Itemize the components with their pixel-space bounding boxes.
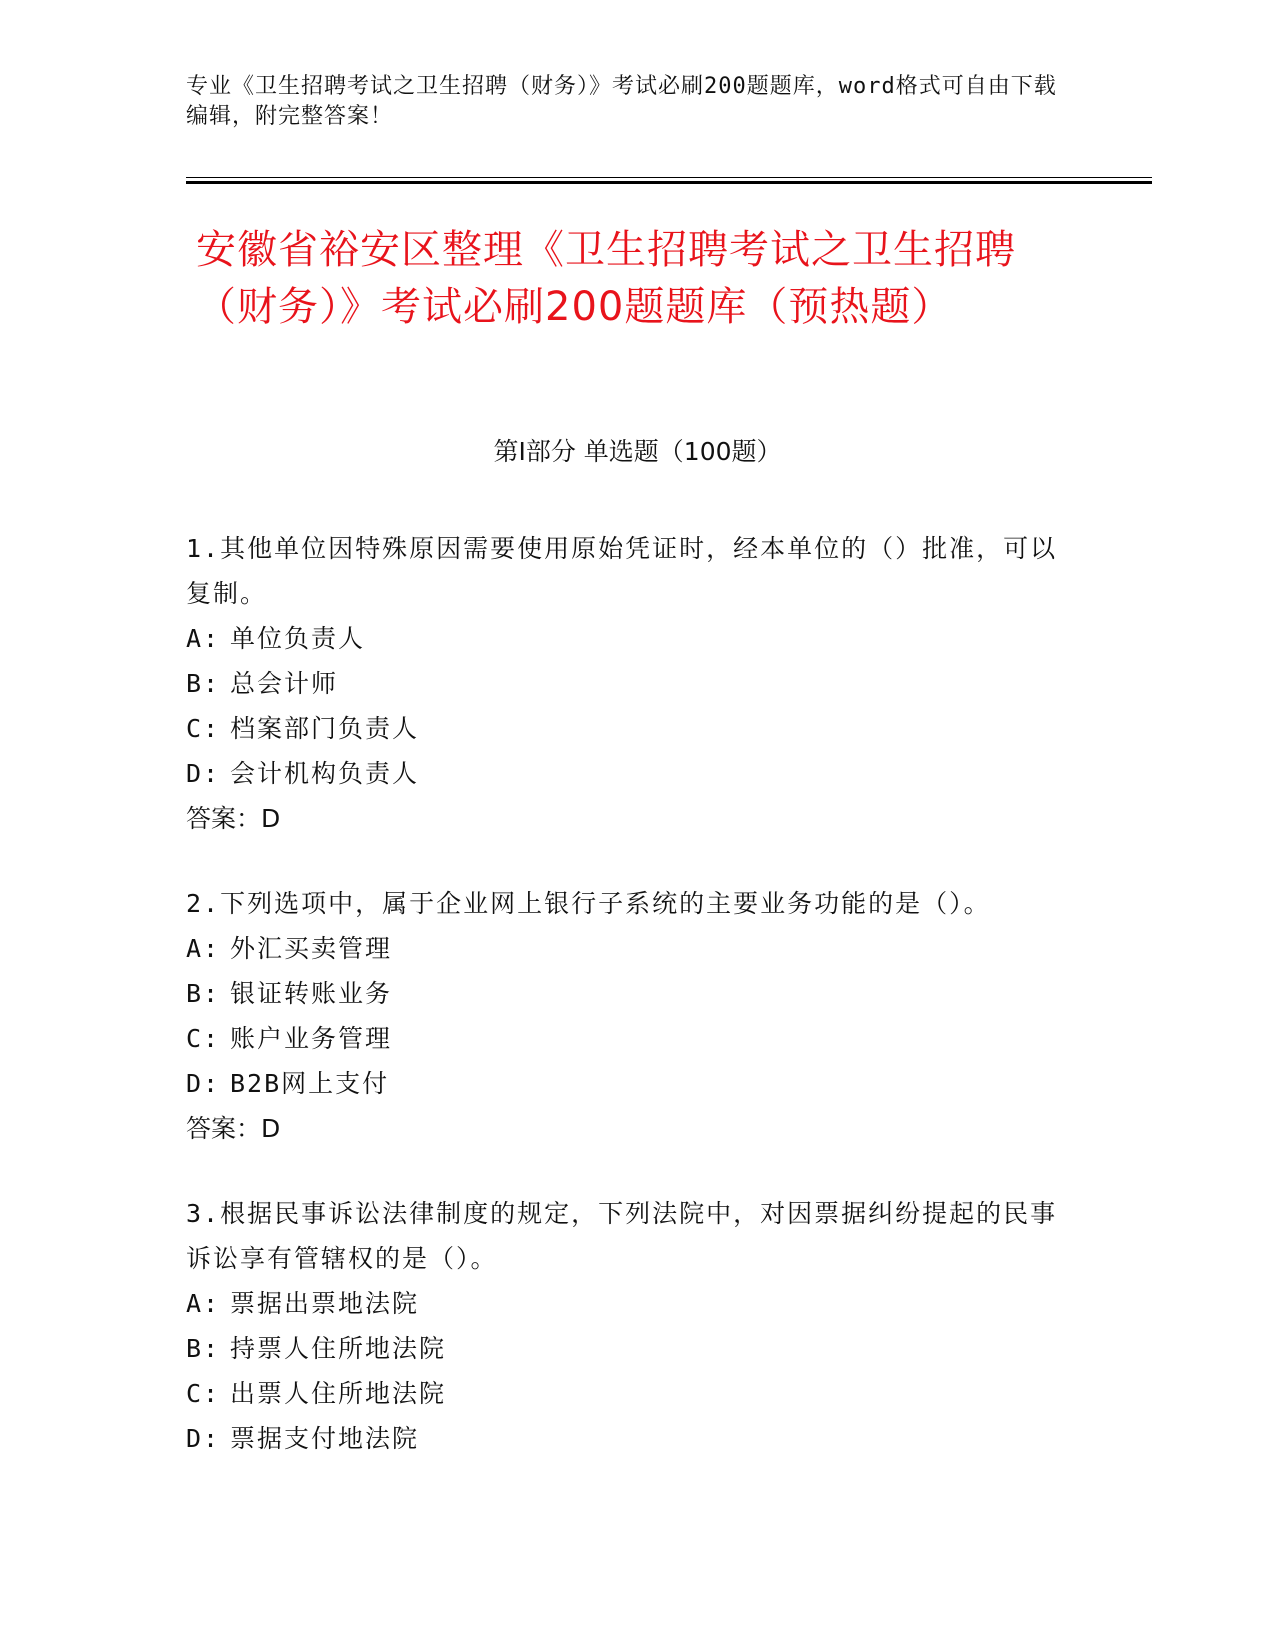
option-key: B: (186, 1334, 221, 1363)
option-text: 出票人住所地法院 (230, 1379, 447, 1408)
option-text: 银证转账业务 (230, 979, 393, 1008)
option-d (186, 1416, 1066, 1461)
option-c (186, 1371, 1066, 1416)
section-title: 第I部分 单选题（100题） (493, 437, 782, 466)
question-2 (186, 881, 1066, 1151)
option-key: D: (186, 1069, 221, 1098)
option-text: 单位负责人 (230, 624, 366, 653)
option-key: B: (186, 669, 221, 698)
option-a (186, 926, 1066, 971)
option-c (186, 706, 1066, 751)
header-note: 专业《卫生招聘考试之卫生招聘（财务）》考试必刷200题题库，word格式可自由下载编辑，附完整答案！ (186, 74, 1057, 129)
option-d (186, 1061, 1066, 1106)
option-b (186, 1326, 1066, 1371)
option-text: B2B网上支付 (230, 1069, 390, 1098)
option-b (186, 661, 1066, 706)
option-key: A: (186, 624, 221, 653)
option-key: D: (186, 1424, 221, 1453)
question-1 (186, 526, 1066, 841)
option-text: 档案部门负责人 (230, 714, 420, 743)
question-stem: 3.根据民事诉讼法律制度的规定，下列法院中，对因票据纠纷提起的民事诉讼享有管辖权的是（）。 (186, 1199, 1058, 1273)
option-text: 会计机构负责人 (230, 759, 420, 788)
option-text: 持票人住所地法院 (230, 1334, 447, 1363)
question-3 (186, 1191, 1066, 1461)
option-a (186, 616, 1066, 661)
question-stem: 1.其他单位因特殊原因需要使用原始凭证时，经本单位的（）批准，可以复制。 (186, 534, 1058, 608)
option-text: 总会计师 (230, 669, 339, 698)
option-text: 票据出票地法院 (230, 1289, 420, 1318)
option-text: 票据支付地法院 (230, 1424, 420, 1453)
option-key: C: (186, 1379, 221, 1408)
option-key: A: (186, 934, 221, 963)
question-stem: 2.下列选项中，属于企业网上银行子系统的主要业务功能的是（）。 (186, 889, 991, 918)
option-key: B: (186, 979, 221, 1008)
option-text: 外汇买卖管理 (230, 934, 393, 963)
question-list (186, 526, 1066, 1501)
header-divider-thick (186, 181, 1152, 184)
header-divider-thin (186, 177, 1152, 178)
option-c (186, 1016, 1066, 1061)
document-title: 安徽省裕安区整理《卫生招聘考试之卫生招聘（财务）》考试必刷200题题库（预热题） (196, 227, 1016, 330)
answer: 答案：D (186, 1114, 281, 1143)
option-key: C: (186, 1024, 221, 1053)
option-key: C: (186, 714, 221, 743)
answer: 答案：D (186, 804, 281, 833)
option-b (186, 971, 1066, 1016)
option-a (186, 1281, 1066, 1326)
option-key: A: (186, 1289, 221, 1318)
option-text: 账户业务管理 (230, 1024, 393, 1053)
option-key: D: (186, 759, 221, 788)
option-d (186, 751, 1066, 796)
